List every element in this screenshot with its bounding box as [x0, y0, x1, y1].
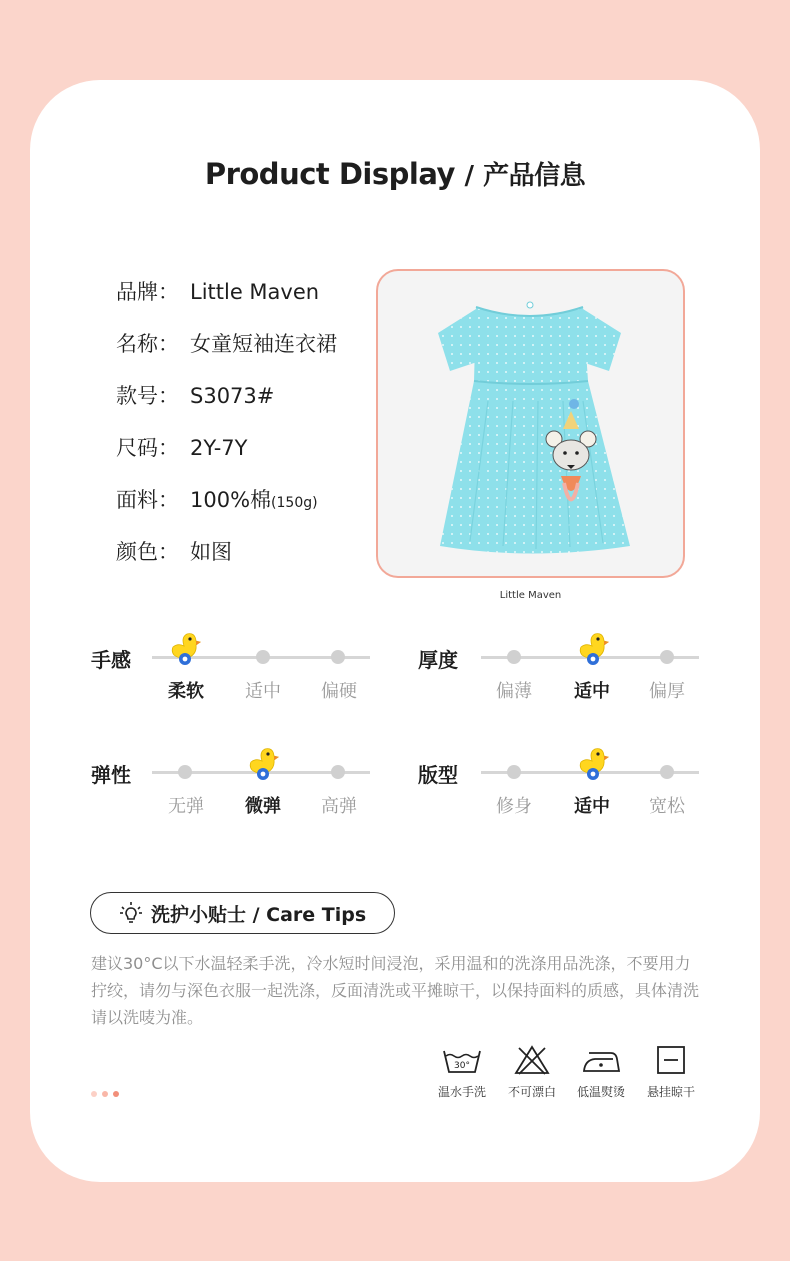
duck-marker-icon	[576, 631, 610, 667]
svg-text:30°: 30°	[454, 1061, 470, 1071]
attr-option-elasticity-high: 高弹	[321, 796, 357, 817]
photo-caption: Little Maven	[499, 590, 562, 601]
page-title: Product Display / 产品信息	[204, 157, 586, 191]
attr-option-thickness-thick: 偏厚	[649, 681, 685, 702]
pager-dot	[91, 1091, 97, 1097]
care-item-hand-wash: 30° 温水手洗	[427, 1045, 497, 1100]
attr-option-elasticity-slight: 微弹	[245, 796, 281, 817]
care-item-no-bleach: 不可漂白	[497, 1045, 567, 1100]
attr-label-elasticity: 弹性	[91, 763, 131, 787]
attr-option-thickness-medium: 适中	[574, 681, 610, 702]
spec-row-style-no: 款号： S3073#	[116, 384, 275, 408]
care-item-low-iron: 低温熨烫	[566, 1045, 636, 1100]
attr-option-feel-hard: 偏硬	[321, 681, 357, 702]
spec-row-name: 名称： 女童短袖连衣裙	[116, 332, 337, 356]
attr-option-fit-regular: 适中	[574, 796, 610, 817]
attr-dot	[660, 765, 674, 779]
dress-illustration	[378, 271, 683, 576]
attr-option-feel-medium: 适中	[245, 681, 281, 702]
spec-row-brand: 品牌： Little Maven	[116, 280, 320, 304]
attr-dot	[660, 650, 674, 664]
care-item-line-dry: 悬挂晾干	[636, 1045, 706, 1100]
attr-option-fit-loose: 宽松	[649, 796, 685, 817]
spec-row-size: 尺码： 2Y-7Y	[116, 436, 248, 460]
attr-dot	[331, 765, 345, 779]
attr-label-fit: 版型	[418, 763, 458, 787]
pager-dots	[91, 1091, 119, 1097]
spec-row-fabric: 面料： 100%棉(150g)	[116, 488, 318, 512]
attr-dot	[507, 650, 521, 664]
attr-option-fit-slim: 修身	[496, 796, 532, 817]
attr-dot	[256, 650, 270, 664]
low-iron-icon	[581, 1045, 621, 1075]
product-photo	[376, 269, 685, 578]
care-instructions-text: 建议30°C以下水温轻柔手洗，冷水短时间浸泡，采用温和的洗涤用品洗涤，不要用力拧绞，请勿与深色衣服一起洗涤，反面清洗或平摊晾干，以保持面料的质感，具体清洗请以洗唛为准。	[91, 954, 700, 1027]
attr-dot	[331, 650, 345, 664]
duck-marker-icon	[168, 631, 202, 667]
attr-option-thickness-thin: 偏薄	[496, 681, 532, 702]
duck-marker-icon	[576, 746, 610, 782]
hand-wash-icon	[442, 1045, 482, 1075]
pager-dot	[102, 1091, 108, 1097]
pager-dot-active	[113, 1091, 119, 1097]
attr-dot	[178, 765, 192, 779]
lightbulb-icon	[119, 901, 143, 925]
duck-marker-icon	[246, 746, 280, 782]
attr-option-feel-soft: 柔软	[168, 681, 204, 702]
care-tips-pill: 洗护小贴士 / Care Tips	[90, 892, 395, 934]
attr-label-thickness: 厚度	[418, 648, 458, 672]
no-bleach-icon	[512, 1045, 552, 1075]
attr-dot	[507, 765, 521, 779]
attr-option-elasticity-none: 无弹	[168, 796, 204, 817]
line-dry-icon	[651, 1045, 691, 1075]
attr-label-feel: 手感	[91, 648, 131, 672]
spec-row-color: 颜色： 如图	[116, 540, 232, 564]
